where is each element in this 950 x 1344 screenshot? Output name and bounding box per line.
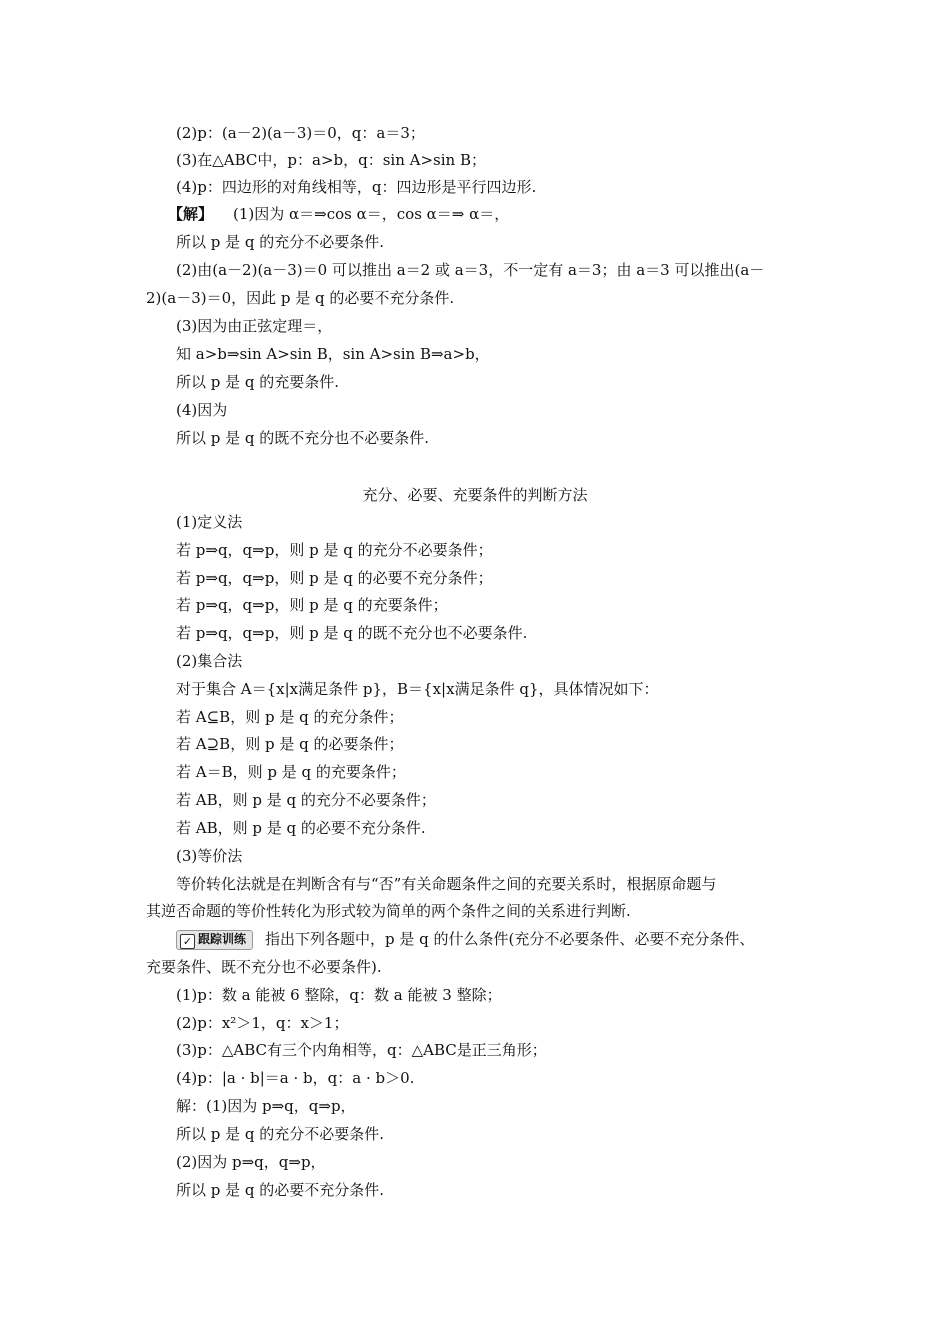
text-line: 充要条件、既不充分也不必要条件). xyxy=(146,958,382,976)
text-line: 所以 p 是 q 的充分不必要条件. xyxy=(176,233,385,251)
practice-line xyxy=(176,929,754,950)
text-line: 若 p⇒q，q⇒p，则 p 是 q 的充要条件； xyxy=(176,596,448,614)
text-line: (2)p：(a－2)(a－3)＝0，q：a＝3； xyxy=(176,124,425,142)
text-line: (4)因为 xyxy=(176,401,228,419)
text-line: (3)p：△ABC有三个内角相等，q：△ABC是正三角形； xyxy=(176,1041,547,1059)
text-line: 对于集合 A＝{x|x满足条件 p}，B＝{x|x满足条件 q}，具体情况如下： xyxy=(176,680,659,698)
text-line: 其逆否命题的等价性转化为形式较为简单的两个条件之间的关系进行判断. xyxy=(146,902,631,920)
text-line: 解：(1)因为 p⇒q，q⇒p， xyxy=(176,1097,356,1115)
practice-badge-label: 跟踪训练 xyxy=(198,932,247,946)
text-line: (2)由(a－2)(a－3)＝0 可以推出 a＝2 或 a＝3，不一定有 a＝3；由 a＝3 可以推出(a－ xyxy=(176,261,765,279)
text-line: 知 a>b⇒sin A>sin B，sin A>sin B⇒a>b， xyxy=(176,345,490,363)
text-line: 若 p⇒q，q⇒p，则 p 是 q 的必要不充分条件； xyxy=(176,569,493,587)
text-line: (4)p：四边形的对角线相等，q：四边形是平行四边形. xyxy=(176,178,537,196)
solution-label: 【解】 xyxy=(168,205,214,223)
text-line: 所以 p 是 q 的充要条件. xyxy=(176,373,340,391)
text-line: 若 A⊇B，则 p 是 q 的必要条件； xyxy=(176,735,404,753)
solution-line xyxy=(168,204,509,224)
text-line: 若 A⊆B，则 p 是 q 的充分条件； xyxy=(176,708,404,726)
text-line: 所以 p 是 q 的充分不必要条件. xyxy=(176,1125,385,1143)
text-line: 所以 p 是 q 的既不充分也不必要条件. xyxy=(176,429,430,447)
text-line: 2)(a－3)＝0，因此 p 是 q 的必要不充分条件. xyxy=(146,289,455,307)
text-line: 若 AB，则 p 是 q 的必要不充分条件. xyxy=(176,819,426,837)
solution-text: (1)因为 α＝⇒cos α＝，cos α＝⇒ α＝， xyxy=(233,205,510,223)
text-line: (2)p：x²＞1，q：x＞1； xyxy=(176,1014,349,1032)
text-line: (2)因为 p⇒q，q⇒p， xyxy=(176,1153,326,1171)
text-line: (3)等价法 xyxy=(176,847,243,865)
text-line: (2)集合法 xyxy=(176,652,243,670)
text-line: 若 p⇒q，q⇒p，则 p 是 q 的既不充分也不必要条件. xyxy=(176,624,528,642)
text-line: 若 A＝B，则 p 是 q 的充要条件； xyxy=(176,763,406,781)
text-line: (1)定义法 xyxy=(176,513,243,531)
text-line: (1)p：数 a 能被 6 整除，q：数 a 能被 3 整除； xyxy=(176,986,502,1004)
practice-text: 指出下列各题中，p 是 q 的什么条件(充分不必要条件、必要不充分条件、 xyxy=(265,930,755,948)
text-line: 等价转化法就是在判断含有与“否”有关命题条件之间的充要关系时，根据原命题与 xyxy=(176,875,717,893)
text-line: (3)在△ABC中，p：a>b，q：sin A>sin B； xyxy=(176,151,486,169)
text-line: 所以 p 是 q 的必要不充分条件. xyxy=(176,1181,385,1199)
text-line: 若 AB，则 p 是 q 的充分不必要条件； xyxy=(176,791,436,809)
practice-badge xyxy=(176,930,253,950)
section-heading: 充分、必要、充要条件的判断方法 xyxy=(362,486,588,504)
text-line: (3)因为由正弦定理＝， xyxy=(176,317,333,335)
text-line: 若 p⇒q，q⇒p，则 p 是 q 的充分不必要条件； xyxy=(176,541,493,559)
text-line: (4)p：|a · b|＝a · b，q：a · b＞0. xyxy=(176,1069,415,1087)
check-icon: ✓ xyxy=(180,934,195,949)
